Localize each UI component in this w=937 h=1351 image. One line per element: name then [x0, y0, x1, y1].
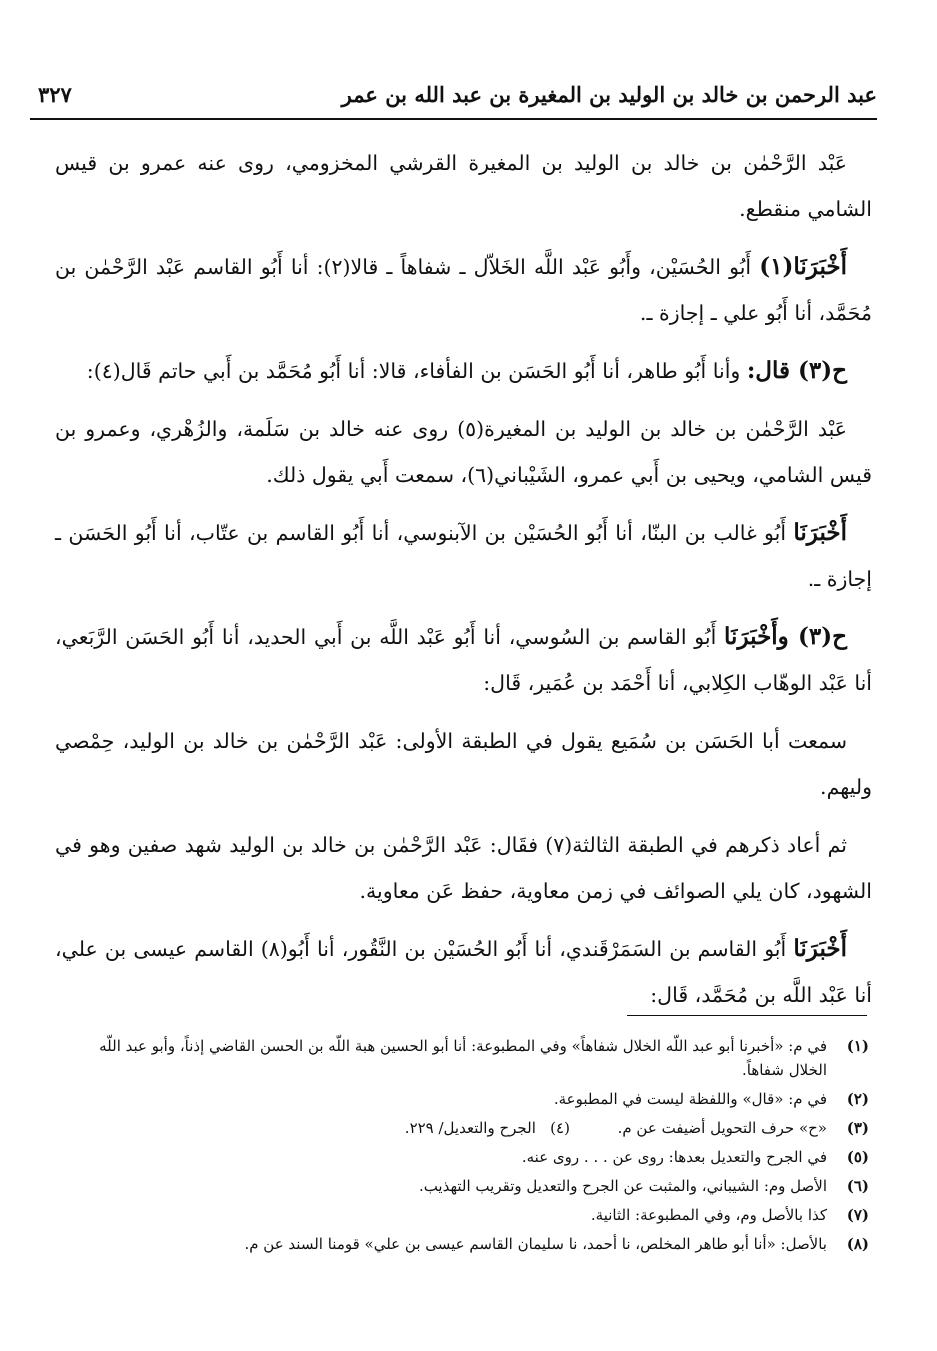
- footnote: (١) في م: «أخبرنا أبو عبد اللّه الخلال شفاهاً» وفي المطبوعة: أنا أبو الحسين هبة اللّه بن الحسن القاضي إذناً، وأبو عبد اللّه الخلال شفاهاً.: [99, 1037, 869, 1079]
- footnote-separator: [627, 1015, 867, 1016]
- footnote: (٣) «ح» حرف التحويل أضيفت عن م. (٤) الجرح والتعديل/ ٢٢٩.: [404, 1119, 869, 1137]
- paragraph: ح(٣) وأَخْبَرَنَا أَبُو القاسم بن السُوسي، أنا أَبُو عَبْد اللَّه بن أَبي الحديد، أنا أَبُو الحَسَن الرَّبَعي، أنا عَبْد الوهّاب الكِلابي، أنا أَحْمَد بن عُمَير، قَال:: [55, 623, 872, 695]
- paragraph: أَخْبَرَنَا أَبُو غالب بن البنّا، أنا أَبُو الحُسَيْن بن الآبنوسي، أنا أَبُو القاسم بن عتّاب، أنا أَبُو الحَسَن ـ إجازة ـ.: [55, 519, 872, 591]
- main-text: [55, 140, 872, 1030]
- isnad-lead: ح(٣) قال:: [746, 357, 847, 384]
- footnote: (٢) في م: «قال» واللفظة ليست في المطبوعة.: [553, 1090, 869, 1108]
- footnotes: [60, 1034, 869, 1261]
- paragraph: أَخْبَرَنَا أَبُو القاسم بن السَمَرْقَندي، أنا أَبُو الحُسَيْن بن النَّقُور، أنا أَبُو(٨) القاسم عيسى بن علي، أنا عَبْد اللَّه بن مُحَمَّد، قَال:: [55, 935, 872, 1007]
- paragraph: أَخْبَرَنَا(١) أَبُو الحُسَيْن، وأَبُو عَبْد اللَّه الخَلاّل ـ شفاهاً ـ قالا(٢): أنا أَبُو القاسم عَبْد الرَّحْمٰن بن مُحَمَّد، أنا أَبُو علي ـ إجازة ـ.: [55, 253, 872, 325]
- paragraph: عَبْد الرَّحْمٰن بن خالد بن الوليد بن المغيرة القرشي المخزومي، روى عنه عمرو بن قيس الشامي منقطع.: [55, 151, 872, 221]
- isnad-lead: أَخْبَرَنَا: [793, 519, 847, 546]
- paragraph: عَبْد الرَّحْمٰن بن خالد بن الوليد بن المغيرة(٥) روى عنه خالد بن سَلَمة، والزُهْري، وعمرو بن قيس الشامي، ويحيى بن أَبي عمرو، الشَيْباني(٦)، سمعت أَبي يقول ذلك.: [55, 417, 872, 487]
- running-title: عبد الرحمن بن خالد بن الوليد بن المغيرة بن عبد الله بن عمر: [341, 82, 877, 107]
- footnote: (٦) الأصل وم: الشيباني، والمثبت عن الجرح والتعديل وتقريب التهذيب.: [418, 1177, 869, 1195]
- isnad-lead: أَخْبَرَنَا(١): [759, 253, 848, 280]
- footnote: (٥) في الجرح والتعديل بعدها: روى عن . . . روى عنه.: [521, 1148, 869, 1166]
- page-header: [30, 78, 877, 120]
- footnote: (٧) كذا بالأصل وم، وفي المطبوعة: الثانية.: [590, 1206, 869, 1224]
- isnad-lead: أَخْبَرَنَا: [793, 935, 847, 962]
- footnote: (٨) بالأصل: «أنا أبو طاهر المخلص، نا أحمد، نا سليمان القاسم عيسى بن علي» قومنا السند عن م.: [244, 1235, 869, 1253]
- paragraph: سمعت أبا الحَسَن بن سُمَيع يقول في الطبقة الأولى: عَبْد الرَّحْمٰن بن خالد بن الوليد، حِمْصي وليهم.: [55, 729, 872, 799]
- paragraph: ثم أعاد ذكرهم في الطبقة الثالثة(٧) فقَال: عَبْد الرَّحْمٰن بن خالد بن الوليد شهد صفين وهو في الشهود، كان يلي الصوائف في زمن معاوية، حفظ عَن معاوية.: [55, 833, 872, 903]
- paragraph: ح(٣) قال: وأنا أَبُو طاهر، أنا أَبُو الحَسَن بن الفأفاء، قالا: أنا أَبُو مُحَمَّد بن أَبي حاتم قَال(٤):: [86, 357, 847, 384]
- page-number: ٣٢٧: [38, 82, 72, 107]
- isnad-lead: ح(٣) وأَخْبَرَنَا: [724, 623, 847, 650]
